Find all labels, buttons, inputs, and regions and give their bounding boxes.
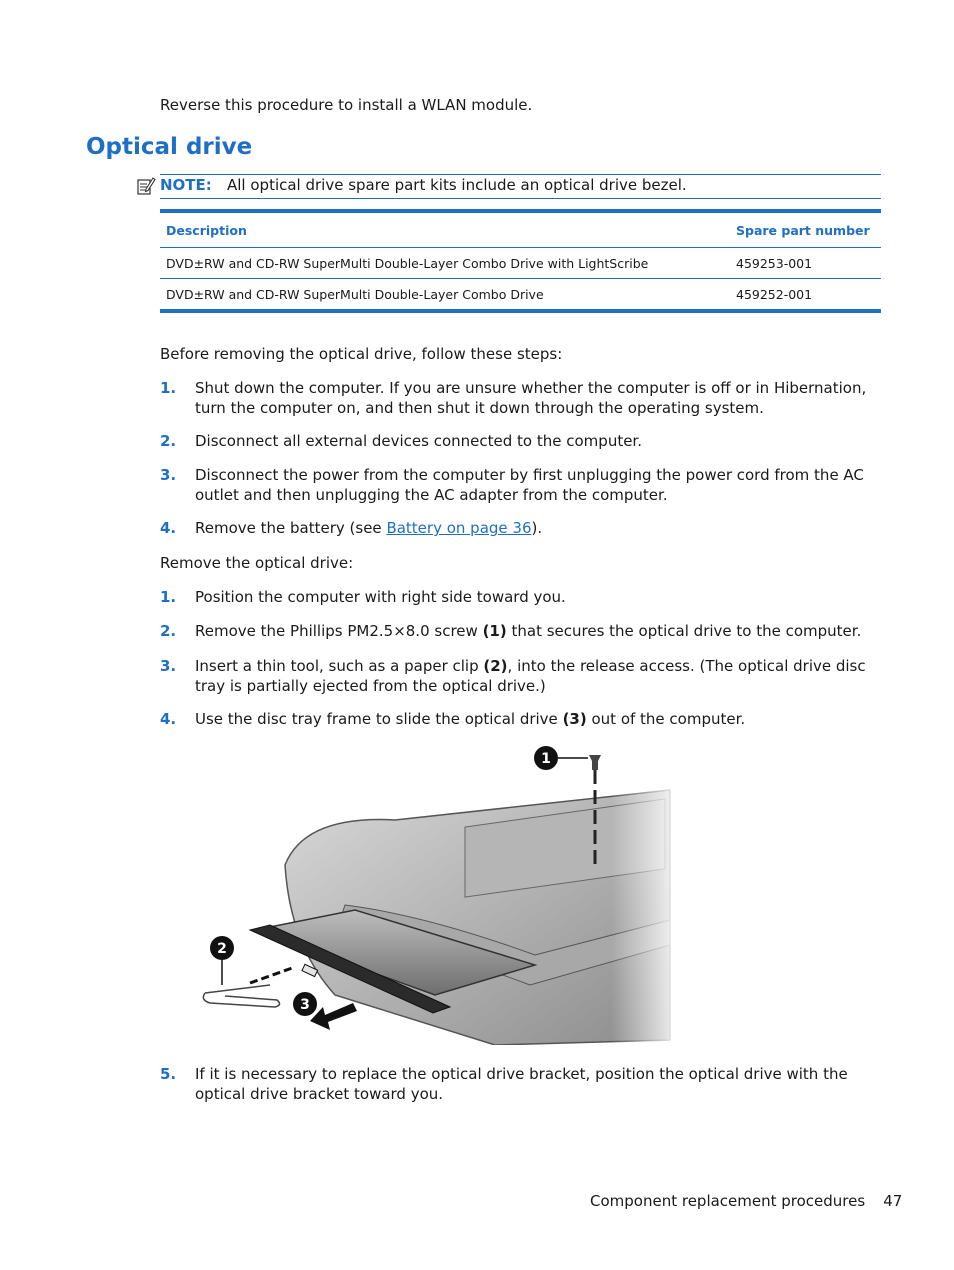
note-box <box>136 174 881 198</box>
table-header-row <box>160 213 881 248</box>
step-text-post: out of the computer. <box>586 710 746 728</box>
callout-3-label: 3 <box>300 997 310 1013</box>
remove-step-5 <box>160 1065 881 1105</box>
cell-part-number: 459252-001 <box>736 286 813 302</box>
page-footer <box>590 1192 902 1210</box>
step-number: 4. <box>160 710 177 728</box>
step-text-pre: Remove the battery (see <box>195 519 387 537</box>
remove-step-3 <box>160 657 881 697</box>
step-callout: (1) <box>482 622 507 640</box>
note-label: NOTE: <box>160 176 212 194</box>
step-number: 3. <box>160 657 177 675</box>
step-text-post: that secures the optical drive to the computer. <box>506 622 862 640</box>
step-text <box>195 519 881 539</box>
step-number: 3. <box>160 466 177 484</box>
intro-text: Reverse this procedure to install a WLAN module. <box>160 96 533 114</box>
callout-2-label: 2 <box>217 941 227 957</box>
step-callout: (3) <box>562 710 587 728</box>
before-step-2 <box>160 432 881 452</box>
step-text-pre: Use the disc tray frame to slide the optical drive <box>195 710 563 728</box>
step-number: 1. <box>160 379 177 397</box>
cell-description: DVD±RW and CD-RW SuperMulti Double-Layer Combo Drive with LightScribe <box>166 255 649 271</box>
step-text: Shut down the computer. If you are unsure whether the computer is off or in Hibernation, turn the computer on, and then shut it down through the operating system. <box>195 379 867 417</box>
table-bottom-rule <box>160 309 881 313</box>
step-number: 5. <box>160 1065 177 1083</box>
spare-parts-table <box>160 209 881 313</box>
before-step-4 <box>160 519 881 539</box>
step-callout: (2) <box>483 657 508 675</box>
before-step-3 <box>160 466 881 506</box>
callout-1 <box>534 746 558 770</box>
step-number: 2. <box>160 622 177 640</box>
image-fade <box>195 745 685 1045</box>
callout-1-label: 1 <box>541 751 551 767</box>
step-text <box>195 657 881 696</box>
note-top-rule <box>160 174 881 175</box>
remove-intro: Remove the optical drive: <box>160 554 354 572</box>
table-row <box>160 248 881 279</box>
remove-step-2 <box>160 622 881 642</box>
section-heading: Optical drive <box>86 134 253 160</box>
table-row <box>160 279 881 309</box>
step-number: 2. <box>160 432 177 450</box>
step-text: Disconnect the power from the computer by first unplugging the power cord from the AC outlet and then unplugging the AC adapter from the computer. <box>195 466 864 504</box>
optical-drive-removal-illustration <box>195 745 685 1045</box>
note-icon <box>136 176 156 196</box>
col-header-description: Description <box>166 222 247 238</box>
step-text <box>195 622 881 642</box>
callout-2 <box>210 936 234 960</box>
step-text-post: ). <box>531 519 543 537</box>
cell-part-number: 459253-001 <box>736 255 813 271</box>
step-number: 4. <box>160 519 177 537</box>
step-text-pre: Remove the Phillips PM2.5×8.0 screw <box>195 622 483 640</box>
remove-step-1 <box>160 588 881 608</box>
note-text: All optical drive spare part kits include an optical drive bezel. <box>227 176 687 194</box>
step-number: 1. <box>160 588 177 606</box>
remove-step-4 <box>160 710 881 730</box>
battery-page-link[interactable]: Battery on page 36 <box>386 519 532 537</box>
col-header-spare-part-number: Spare part number <box>736 222 870 238</box>
step-text <box>195 710 881 730</box>
step-text-post: , into the release access. (The optical drive disc tray is partially ejected from the optical drive.) <box>195 657 866 695</box>
before-step-1 <box>160 379 881 419</box>
step-text: Disconnect all external devices connected to the computer. <box>195 432 642 450</box>
cell-description: DVD±RW and CD-RW SuperMulti Double-Layer Combo Drive <box>166 286 544 302</box>
step-text-pre: Insert a thin tool, such as a paper clip <box>195 657 484 675</box>
before-intro: Before removing the optical drive, follow these steps: <box>160 345 563 363</box>
step-text: Position the computer with right side toward you. <box>195 588 566 606</box>
callout-3 <box>293 992 317 1016</box>
note-bottom-rule <box>160 198 881 199</box>
step-text: If it is necessary to replace the optical drive bracket, position the optical drive with the optical drive bracket toward you. <box>195 1065 848 1103</box>
page-number: 47 <box>883 1192 903 1210</box>
footer-section-title: Component replacement procedures <box>590 1192 866 1210</box>
